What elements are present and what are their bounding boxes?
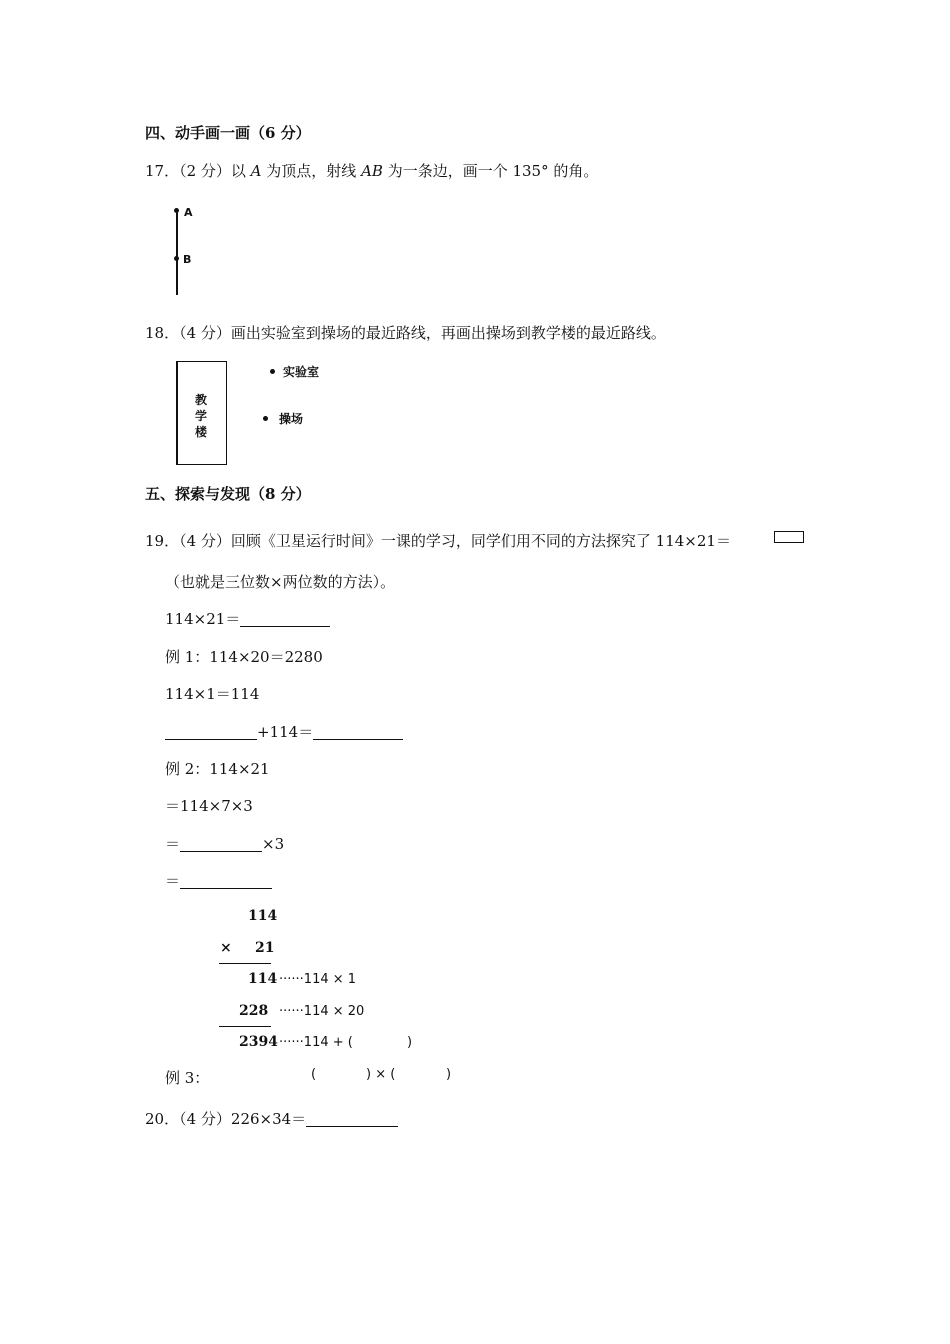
vm-note3: ······114 × 1 [279, 972, 357, 987]
example2-blank-b[interactable] [180, 874, 272, 889]
q19-line1: 19．（4 分）回顾《卫星运行时间》一课的学习，同学们用不同的方法探究了 114×21＝ [145, 532, 731, 550]
example2-line4 [165, 874, 272, 889]
question-18-text: 18．（4 分）画出实验室到操场的最近路线，再画出操场到教学楼的最近路线。 [145, 324, 666, 342]
example2-line1: 例 2：114×21 [165, 760, 270, 778]
lab-dot [270, 369, 275, 374]
vm-row4: 228 [239, 1003, 269, 1019]
playground-label: 操场 [279, 412, 304, 426]
playground-dot [263, 416, 268, 421]
q19-main-blank[interactable] [240, 612, 330, 627]
example2-blank-a[interactable] [180, 837, 262, 852]
example2-eq-sign: ＝ [165, 835, 181, 853]
ray-ab-line [176, 209, 178, 295]
example1-blank-b[interactable] [313, 725, 403, 740]
example3-paren-close: ) [446, 1067, 452, 1082]
q17-mid1: 为顶点，射线 [261, 162, 362, 180]
example3-paren-mid: ) × ( [366, 1067, 396, 1082]
vm-row1: 114 [248, 908, 278, 924]
q20-answer-blank[interactable] [306, 1112, 398, 1127]
example1-blank-a[interactable] [165, 725, 257, 740]
vm-rule-1 [219, 963, 271, 964]
question-17-text [145, 164, 598, 179]
q17-mid2: 为一条边，画一个 135° 的角。 [382, 162, 599, 180]
section5-title: 五、探索与发现（8 分） [145, 485, 311, 503]
vm-note5: ······114 + ( [279, 1035, 353, 1050]
q19-main-eq-text: 114×21＝ [165, 610, 241, 628]
teaching-building-label: 教学楼 [194, 393, 207, 439]
q19-main-equation [165, 612, 330, 627]
vm-row2: 21 [255, 940, 275, 956]
example1-plus-text: +114＝ [257, 723, 314, 741]
q19-line2: （也就是三位数×两位数的方法）。 [165, 573, 396, 591]
q19-answer-box[interactable] [774, 531, 804, 543]
vm-row5: 2394 [239, 1034, 278, 1050]
example2-line2: ＝114×7×3 [165, 797, 253, 815]
point-b-dot [174, 256, 179, 261]
point-a-dot [174, 208, 179, 213]
example1-line3 [165, 725, 403, 740]
question-20-text: 20．（4 分）226×34＝ [145, 1110, 307, 1128]
vm-row3: 114 [248, 971, 278, 987]
vm-rule-2 [219, 1026, 271, 1027]
example2-line3 [165, 837, 284, 852]
example3-paren-open: ( [311, 1067, 317, 1082]
point-a-label: A [184, 206, 193, 219]
example2-eq-sign-2: ＝ [165, 872, 181, 890]
q17-var-ab: AB [361, 162, 383, 180]
point-b-label: B [183, 253, 192, 266]
example1-line2: 114×1＝114 [165, 685, 260, 703]
question-20-line [145, 1112, 398, 1127]
vm-note5-close: ) [407, 1035, 413, 1050]
example1-line1: 例 1：114×20＝2280 [165, 648, 323, 666]
q17-prefix: 17．（2 分）以 [145, 162, 251, 180]
q17-var-a: A [250, 162, 262, 180]
section4-title: 四、动手画一画（6 分） [145, 124, 311, 142]
lab-label: 实验室 [283, 365, 320, 379]
vm-times-sign: × [220, 940, 232, 956]
example2-times3: ×3 [262, 835, 285, 853]
example3-label: 例 3： [165, 1069, 210, 1087]
vm-note4: ······114 × 20 [279, 1004, 365, 1019]
